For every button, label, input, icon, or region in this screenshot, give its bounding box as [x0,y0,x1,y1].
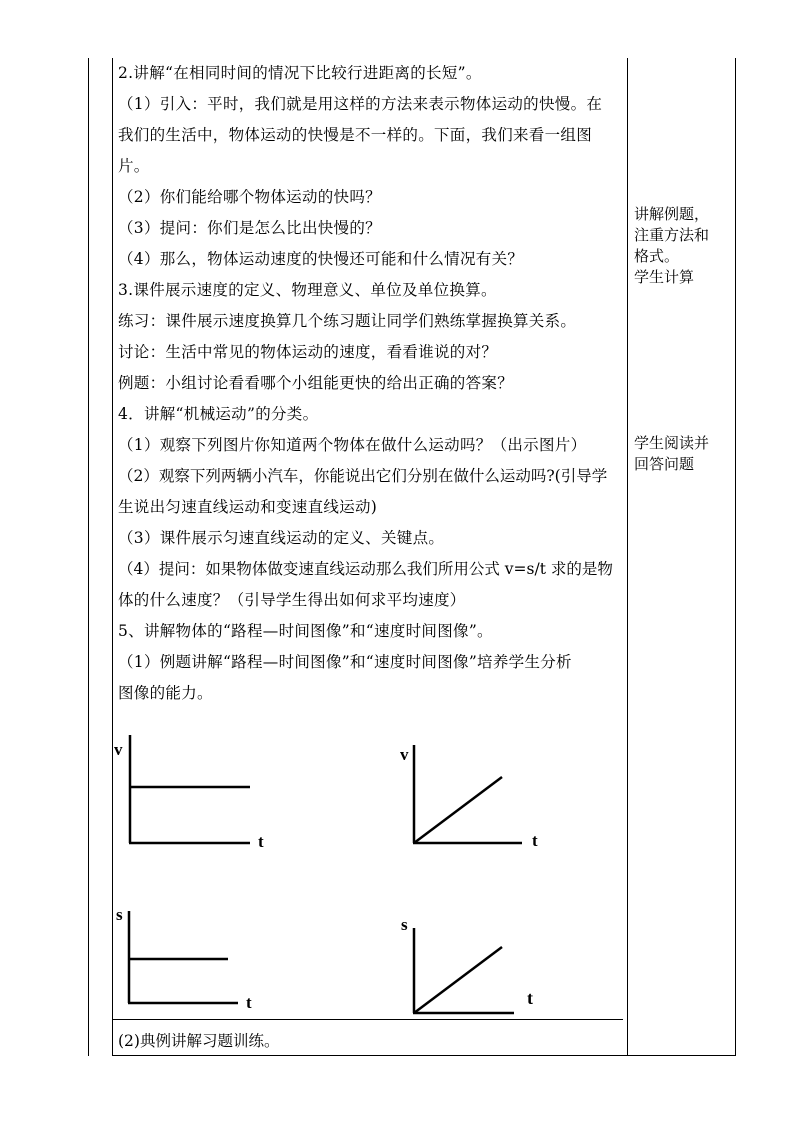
text-line: 图像的能力。 [118,684,213,702]
data-line [414,777,502,843]
side-note-1 [634,204,729,288]
side-note-line: 学生计算 [634,268,695,286]
text-line: 练习：课件展示速度换算几个练习题让同学们熟练掌握换算关系。 [118,312,577,330]
side-note-line: 回答问题 [634,455,695,473]
text-line: 4．讲解“机械运动”的分类。 [118,405,319,423]
side-note-line: 讲解例题， [634,205,710,223]
text-line: （3）提问：你们是怎么比出快慢的？ [118,219,381,237]
y-axis-label: v [400,745,409,764]
y-axis-label: s [116,905,123,924]
side-note-line: 格式。 [634,247,680,265]
graph-vt-linear-svg [396,743,566,858]
main-content-cell [118,58,622,709]
text-line: 生说出匀速直线运动和变速直线运动) [118,498,378,516]
text-line: 2.讲解“在相同时间的情况下比较行进距离的长短”。 [118,64,482,82]
text-line: （1）引入：平时，我们就是用这样的方法来表示物体运动的快慢。在 [118,95,603,113]
text-line: 3.课件展示速度的定义、物理意义、单位及单位换算。 [118,281,497,299]
text-line: 体的什么速度？（引导学生得出如何求平均速度） [118,591,466,609]
text-line: （4）提问：如果物体做变速直线运动那么我们所用公式 v=s/t 求的是物 [118,560,613,578]
table-bottom-border [112,1055,736,1056]
data-line [414,947,502,1013]
x-axis-label: t [258,832,264,851]
text-line: （2）你们能给哪个物体运动的快吗？ [118,188,381,206]
text-line: 我们的生活中，物体运动的快慢是不一样的。下面，我们来看一组图 [118,126,593,144]
x-axis-label: t [246,993,252,1012]
graph-st-constant [112,905,272,1015]
text-line: （1）例题讲解“路程—时间图像”和“速度时间图像”培养学生分析 [118,653,572,671]
footer-text: (2)典例讲解习题训练。 [118,1032,280,1050]
y-axis-label: v [114,740,123,759]
graph-st-linear-svg [396,913,556,1023]
graph-vt-linear [396,743,566,858]
text-line: （1）观察下列图片你知道两个物体在做什么运动吗？（出示图片） [118,436,587,454]
table-column-divider-2 [627,58,628,1056]
text-line: （3）课件展示匀速直线运动的定义、关键点。 [118,529,445,547]
text-line: （2）观察下列两辆小汽车，你能说出它们分别在做什么运动吗?(引导学 [118,467,608,485]
y-axis-label: s [401,915,408,934]
graph-vt-constant-svg [112,735,282,855]
graph-st-constant-svg [112,905,272,1015]
x-axis-label: t [527,988,533,1008]
graph-vt-constant [112,735,282,855]
side-note-2 [634,433,729,475]
x-axis-label: t [532,831,538,850]
text-line: 片。 [118,157,150,175]
text-line: 讨论：生活中常见的物体运动的速度，看看谁说的对？ [118,343,498,361]
text-line: 5、讲解物体的“路程—时间图像”和“速度时间图像”。 [118,622,493,640]
table-left-border [88,58,89,1056]
text-line: 例题：小组讨论看看哪个小组能更快的给出正确的答案？ [118,374,514,392]
side-note-line: 学生阅读并 [634,434,710,452]
graph-st-linear [396,913,556,1023]
text-line: （4）那么，物体运动速度的快慢还可能和什么情况有关？ [118,250,524,268]
table-right-border [735,58,736,1056]
side-note-line: 注重方法和 [634,226,710,244]
